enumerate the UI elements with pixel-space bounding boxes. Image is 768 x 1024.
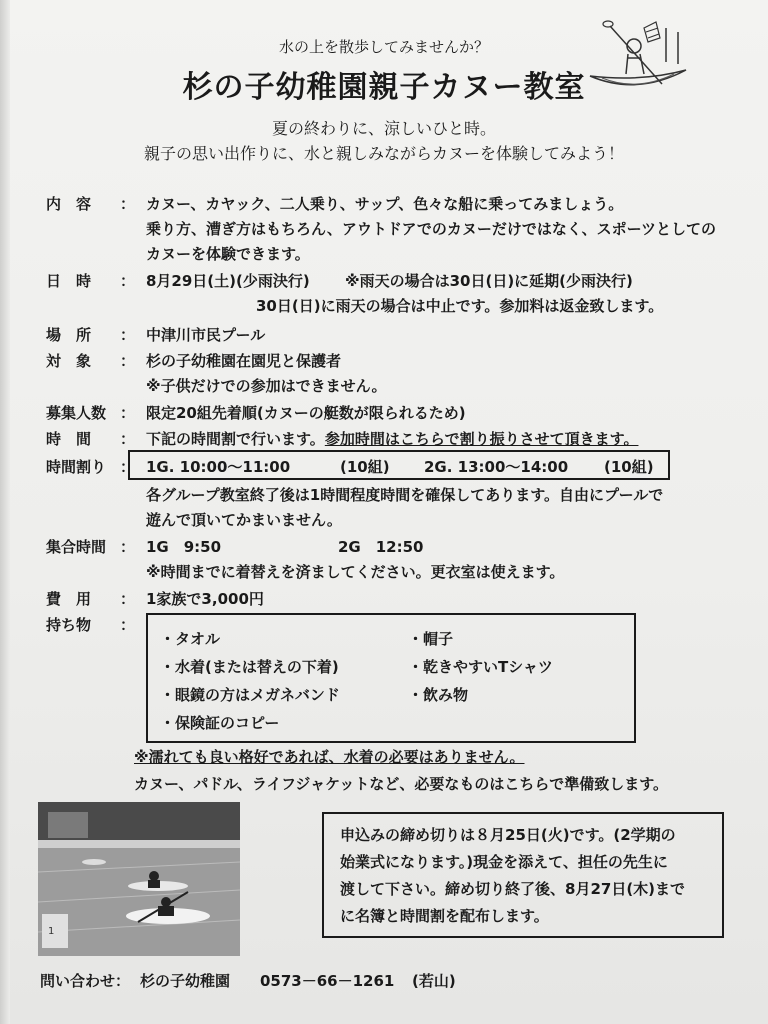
colon: ： [120,616,136,634]
gather-g2: 2G 12:50 [338,538,424,556]
schedule-label: 時間割り [46,458,107,476]
items-note-2: カヌー、パドル、ライフジャケットなど、必要なものはこちらで準備致します。 [134,775,669,793]
canoe-pool-photo [38,802,240,956]
items-left-1: ・タオル [160,630,221,648]
time-value-underlined: 参加時間はこちらで割り振りさせて頂きます。 [324,430,639,448]
intro-line-1: 夏の終わりに、涼しいひと時。 [271,119,496,138]
contact-label: 問い合わせ： [40,972,131,990]
items-left-3: ・眼鏡の方はメガネバンド [160,686,340,704]
fee-value: 1家族で3,000円 [146,590,264,608]
schedule-g1-count: (10組) [340,458,390,476]
colon: ： [120,326,136,344]
contact-org: 杉の子幼稚園 [140,972,231,990]
colon: ： [120,272,136,290]
gather-g1: 1G 9:50 [146,538,222,556]
content-line-3: カヌーを体験できます。 [146,245,310,263]
recruit-label: 募集人数 [46,404,107,422]
time-value [146,428,638,449]
schedule-g1-time: 1G. 10:00～11:00 [146,458,291,476]
deadline-line-3: 渡して下さい。締め切り終了後、8月27日(木)まで [340,880,686,898]
items-right-3: ・飲み物 [408,686,469,704]
colon: ： [120,195,136,213]
items-left-2: ・水着(または替えの下着) [160,658,339,676]
date-rain-note: ※雨天の場合は30日(日)に延期(少雨決行) [345,272,633,290]
schedule-note-1: 各グループ教室終了後は1時間程度時間を確保してあります。自由にプールで [146,486,664,504]
items-right-2: ・乾きやすいTシャツ [408,658,553,676]
date-line-1: 8月29日(土)(少雨決行) [146,272,310,290]
place-label: 場 所 [46,326,92,344]
colon: ： [120,430,136,448]
time-value-plain: 下記の時間割で行います。 [146,430,325,448]
contact-person: (若山) [412,972,456,990]
fee-label: 費 用 [46,590,92,608]
gather-label: 集合時間 [46,538,107,556]
time-label: 時 間 [46,430,92,448]
svg-text:1: 1 [48,926,55,937]
target-value: 杉の子幼稚園在園児と保護者 [146,352,342,370]
target-note: ※子供だけでの参加はできません。 [146,377,387,395]
deadline-line-4: に名簿と時間割を配布します。 [340,907,549,925]
tagline: 水の上を散歩してみませんか？ [278,38,489,56]
deadline-line-1: 申込みの締め切りは８月25日(火)です。(2学期の [340,826,676,844]
colon: ： [120,458,136,476]
contact-phone: 0573－66－1261 [260,972,395,990]
recruit-value: 限定20組先着順(カヌーの艇数が限られるため) [146,404,466,422]
schedule-g2-time: 2G. 13:00～14:00 [424,458,569,476]
content-label: 内 容 [46,195,92,213]
place-value: 中津川市民プール [146,326,266,344]
content-line-1: カヌー、カヤック、二人乗り、サップ、色々な船に乗ってみましょう。 [146,195,624,213]
items-label: 持ち物 [46,616,92,634]
date-line-2: 30日(日)に雨天の場合は中止です。参加料は返金致します。 [256,297,664,315]
gather-note: ※時間までに着替えを済ましてください。更衣室は使えます。 [146,563,565,581]
colon: ： [120,404,136,422]
colon: ： [120,538,136,556]
items-left-4: ・保険証のコピー [160,714,280,732]
content-line-2: 乗り方、漕ぎ方はもちろん、アウトドアでのカヌーだけではなく、スポーツとしての [146,220,717,238]
colon: ： [120,352,136,370]
photo-drawing [38,802,240,956]
date-label: 日 時 [46,272,92,290]
deadline-line-2: 始業式になります。)現金を添えて、担任の先生に [340,853,668,871]
schedule-note-2: 遊んで頂いてかまいません。 [146,511,342,529]
target-label: 対 象 [46,352,92,370]
colon: ： [120,590,136,608]
items-note-underlined: ※濡れても良い格好であれば、水着の必要はありません。 [134,748,525,766]
items-right-1: ・帽子 [408,630,454,648]
schedule-g2-count: (10組) [604,458,654,476]
page-title: 杉の子幼稚園親子カヌー教室 [182,70,586,105]
intro-line-2: 親子の思い出作りに、水と親しみながらカヌーを体験してみよう！ [143,144,624,163]
